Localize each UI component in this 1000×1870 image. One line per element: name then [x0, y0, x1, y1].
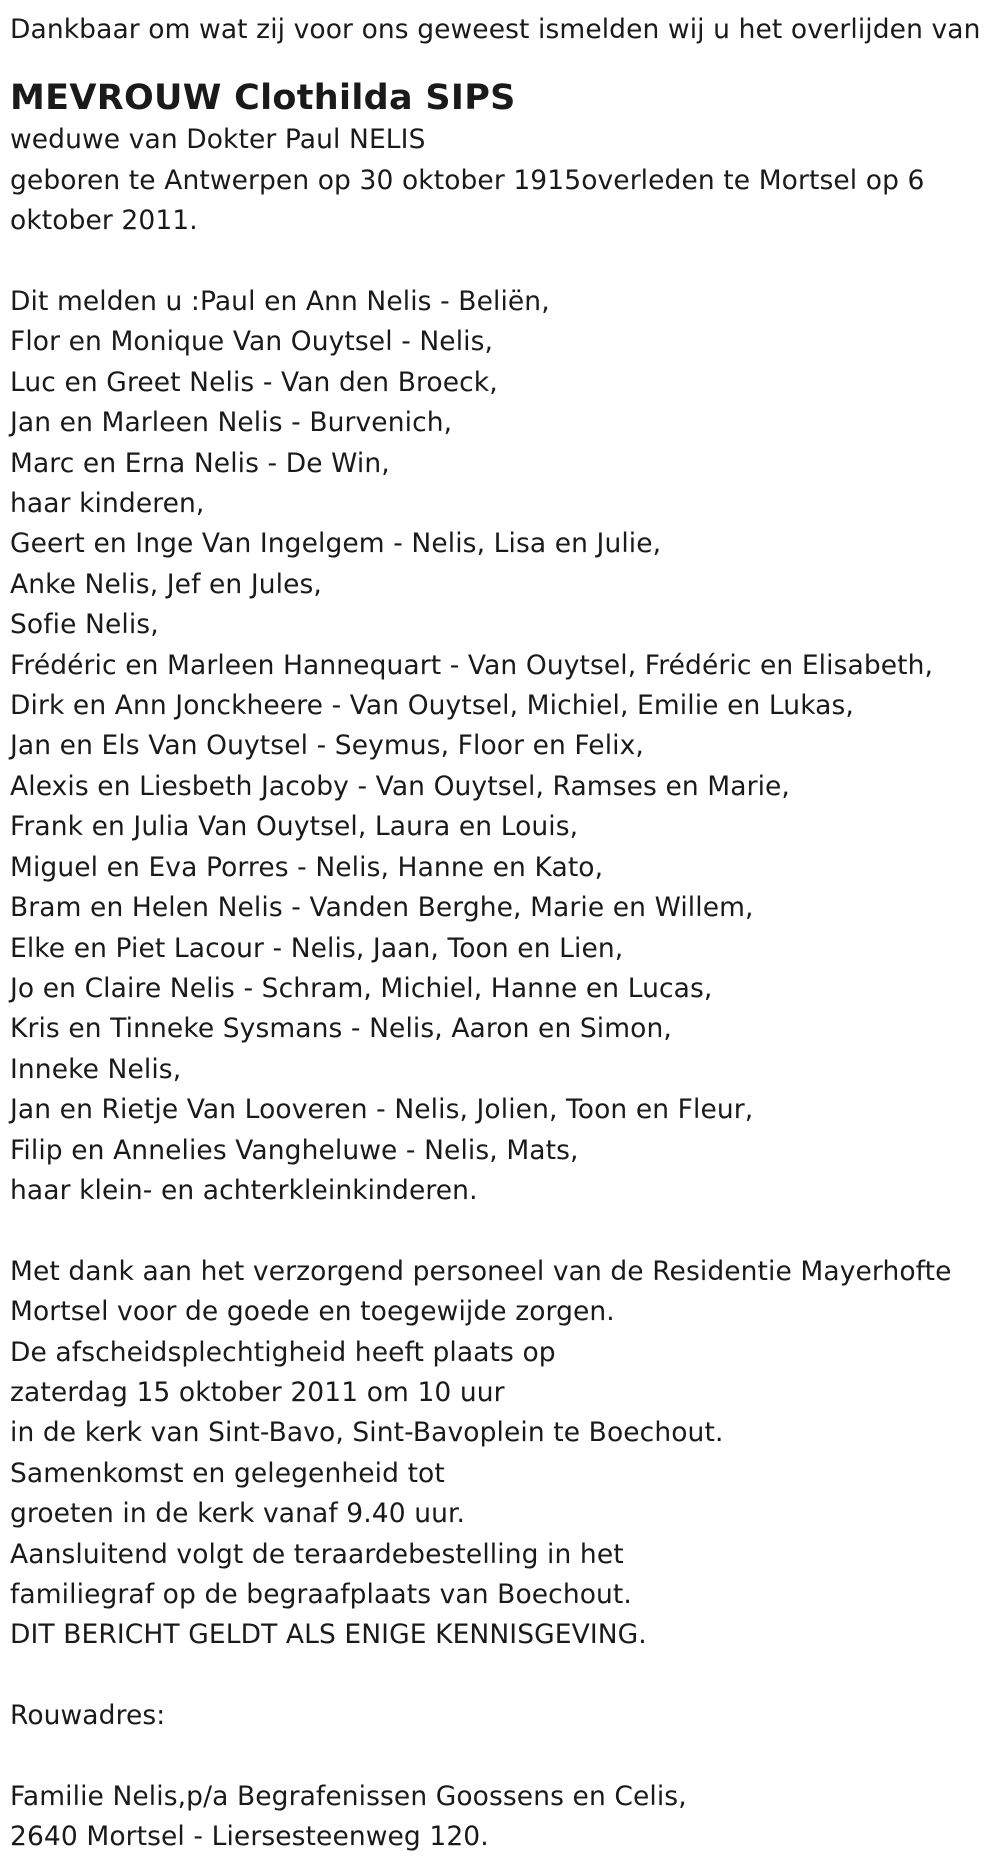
intro-text: Dankbaar om wat zij voor ons geweest ismelden wij u het overlijden van [10, 14, 981, 45]
birth-death-line: oktober 2011. [10, 205, 198, 237]
family-line: Anke Nelis, Jef en Jules, [10, 568, 322, 600]
family-line: Elke en Piet Lacour - Nelis, Jaan, Toon en Lien, [10, 932, 624, 964]
family-line: Sofie Nelis, [10, 609, 159, 641]
family-line: Jan en Rietje Van Looveren - Nelis, Jolien, Toon en Fleur, [10, 1094, 754, 1126]
spacer [10, 242, 990, 282]
family-line: Miguel en Eva Porres - Nelis, Hanne en Kato, [10, 851, 604, 883]
family-line: Dirk en Ann Jonckheere - Van Ouytsel, Michiel, Emilie en Lukas, [10, 690, 854, 722]
family-line: Filip en Annelies Vangheluwe - Nelis, Mats, [10, 1134, 579, 1166]
ceremony-line: in de kerk van Sint-Bavo, Sint-Bavoplein te Boechout. [10, 1417, 724, 1449]
family-list [10, 282, 990, 1211]
ceremony-details [10, 1252, 990, 1656]
ceremony-line: Samenkomst en gelegenheid tot [10, 1457, 445, 1489]
family-line: Flor en Monique Van Ouytsel - Nelis, [10, 326, 494, 358]
family-line: Frédéric en Marleen Hannequart - Van Ouytsel, Frédéric en Elisabeth, [10, 649, 934, 681]
spacer [10, 1656, 990, 1696]
family-line: haar kinderen, [10, 488, 205, 520]
family-line: Geert en Inge Van Ingelgem - Nelis, Lisa en Julie, [10, 528, 662, 560]
address-label: Rouwadres: [10, 1700, 166, 1732]
address-line: 2640 Mortsel - Liersesteenweg 120. [10, 1821, 489, 1853]
ceremony-line: Met dank aan het verzorgend personeel van de Residentie Mayerhofte [10, 1255, 952, 1287]
ceremony-line: familiegraf op de begraafplaats van Boechout. [10, 1579, 632, 1610]
birth-death-line: geboren te Antwerpen op 30 oktober 1915overleden te Mortsel op 6 [10, 164, 925, 196]
family-line: Dit melden u :Paul en Ann Nelis - Beliën, [10, 286, 550, 318]
deceased-name: MEVROUW Clothilda SIPS [10, 78, 516, 119]
family-line: Kris en Tinneke Sysmans - Nelis, Aaron en Simon, [10, 1013, 672, 1045]
family-line: Jan en Els Van Ouytsel - Seymus, Floor en Felix, [10, 730, 644, 762]
ceremony-line: De afscheidsplechtigheid heeft plaats op [10, 1336, 556, 1368]
family-line: Alexis en Liesbeth Jacoby - Van Ouytsel, Ramses en Marie, [10, 770, 790, 802]
family-line: Bram en Helen Nelis - Vanden Berghe, Marie en Willem, [10, 892, 754, 924]
family-line: Marc en Erna Nelis - De Win, [10, 447, 390, 479]
ceremony-line: groeten in de kerk vanaf 9.40 uur. [10, 1498, 466, 1530]
family-line: Frank en Julia Van Ouytsel, Laura en Louis, [10, 811, 579, 843]
family-line: Inneke Nelis, [10, 1053, 182, 1085]
widow-of-text: weduwe van Dokter Paul NELIS [10, 124, 426, 156]
family-line: Jo en Claire Nelis - Schram, Michiel, Hanne en Lucas, [10, 972, 713, 1004]
family-line: Luc en Greet Nelis - Van den Broeck, [10, 366, 498, 398]
mourning-address [10, 1777, 990, 1858]
ceremony-line: zaterdag 15 oktober 2011 om 10 uur [10, 1376, 505, 1408]
ceremony-line: Aansluitend volgt de teraardebestelling in het [10, 1538, 624, 1570]
spacer [10, 1737, 990, 1777]
address-line: Familie Nelis,p/a Begrafenissen Goossens en Celis, [10, 1781, 687, 1812]
ceremony-line: DIT BERICHT GELDT ALS ENIGE KENNISGEVING. [10, 1619, 647, 1651]
spacer [10, 1211, 990, 1251]
ceremony-line: Mortsel voor de goede en toegewijde zorgen. [10, 1296, 615, 1328]
family-line: Jan en Marleen Nelis - Burvenich, [10, 407, 453, 439]
family-line: haar klein- en achterkleinkinderen. [10, 1174, 478, 1206]
